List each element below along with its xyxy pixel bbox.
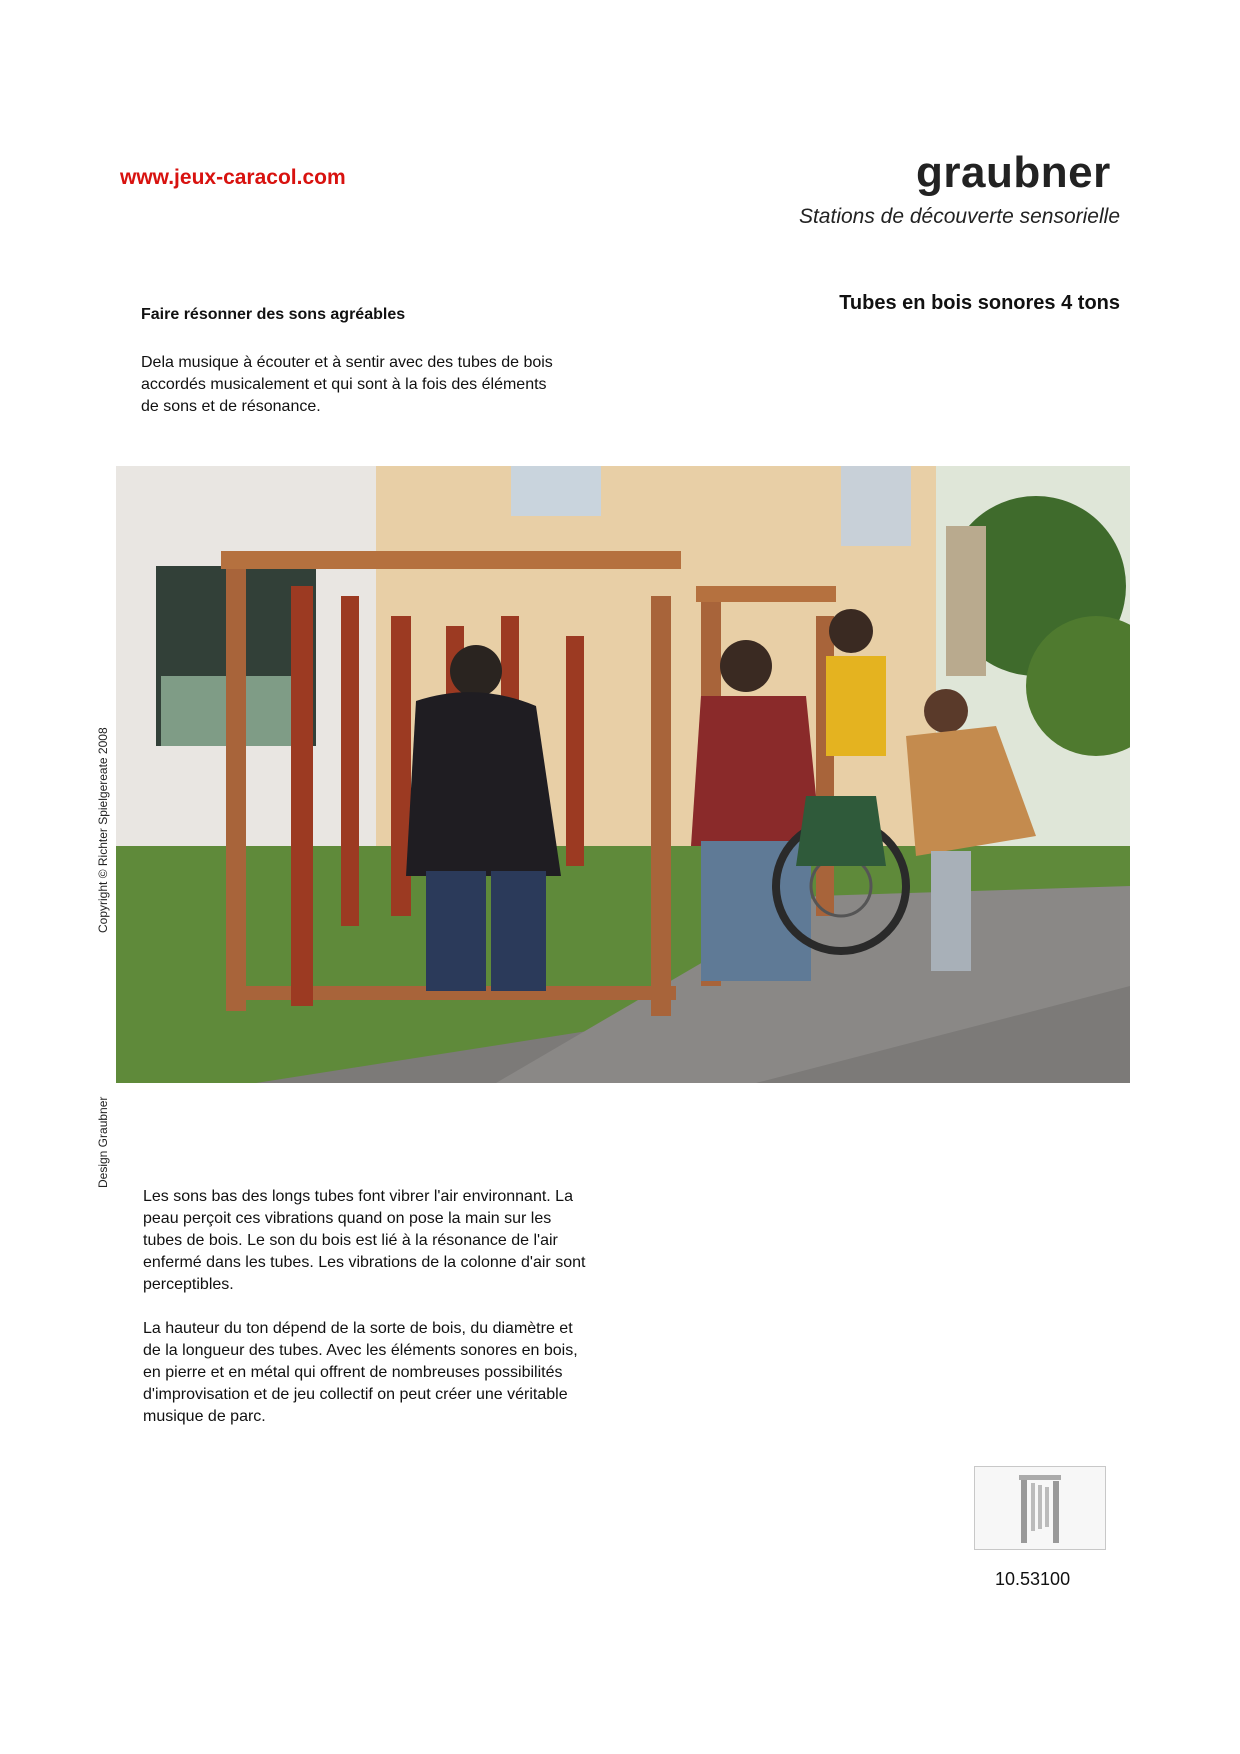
design-credit: Design Graubner	[96, 1096, 110, 1188]
product-thumbnail	[974, 1466, 1106, 1550]
website-url[interactable]: www.jeux-caracol.com	[120, 166, 346, 189]
product-title: Tubes en bois sonores 4 tons	[839, 292, 1120, 314]
product-photo	[116, 466, 1130, 1083]
intro-heading: Faire résonner des sons agréables	[141, 306, 406, 323]
description-paragraph-2: La hauteur du ton dépend de la sorte de bois, du diamètre et de la longueur des tubes. Avec les éléments sonores en bois, en pierre et en métal qui offrent de nombreuses possibilités d'improvisation et de jeu collectif on peut créer une véritable musique de parc.	[143, 1320, 578, 1425]
catalog-section-title: Stations de découverte sensorielle	[798, 205, 1120, 228]
product-sketch-icon	[975, 1467, 1105, 1549]
description-text	[143, 1186, 593, 1450]
article-number: 10.53100	[995, 1569, 1071, 1589]
description-paragraph-1: Les sons bas des longs tubes font vibrer l'air environnant. La peau perçoit ces vibrations quand on pose la main sur les tubes de bois. Le son du bois est lié à la résonance de l'air enfermé dans les tubes. Les vibrations de la colonne d'air sont perceptibles.	[143, 1188, 586, 1293]
copyright-note: Copyright © Richter Spielgereate 2008	[96, 727, 110, 933]
intro-text: Dela musique à écouter et à sentir avec des tubes de bois accordés musicalement et qui sont à la fois des éléments de sons et de résonance.	[141, 354, 553, 415]
brand-logo: graubner	[916, 148, 1111, 197]
